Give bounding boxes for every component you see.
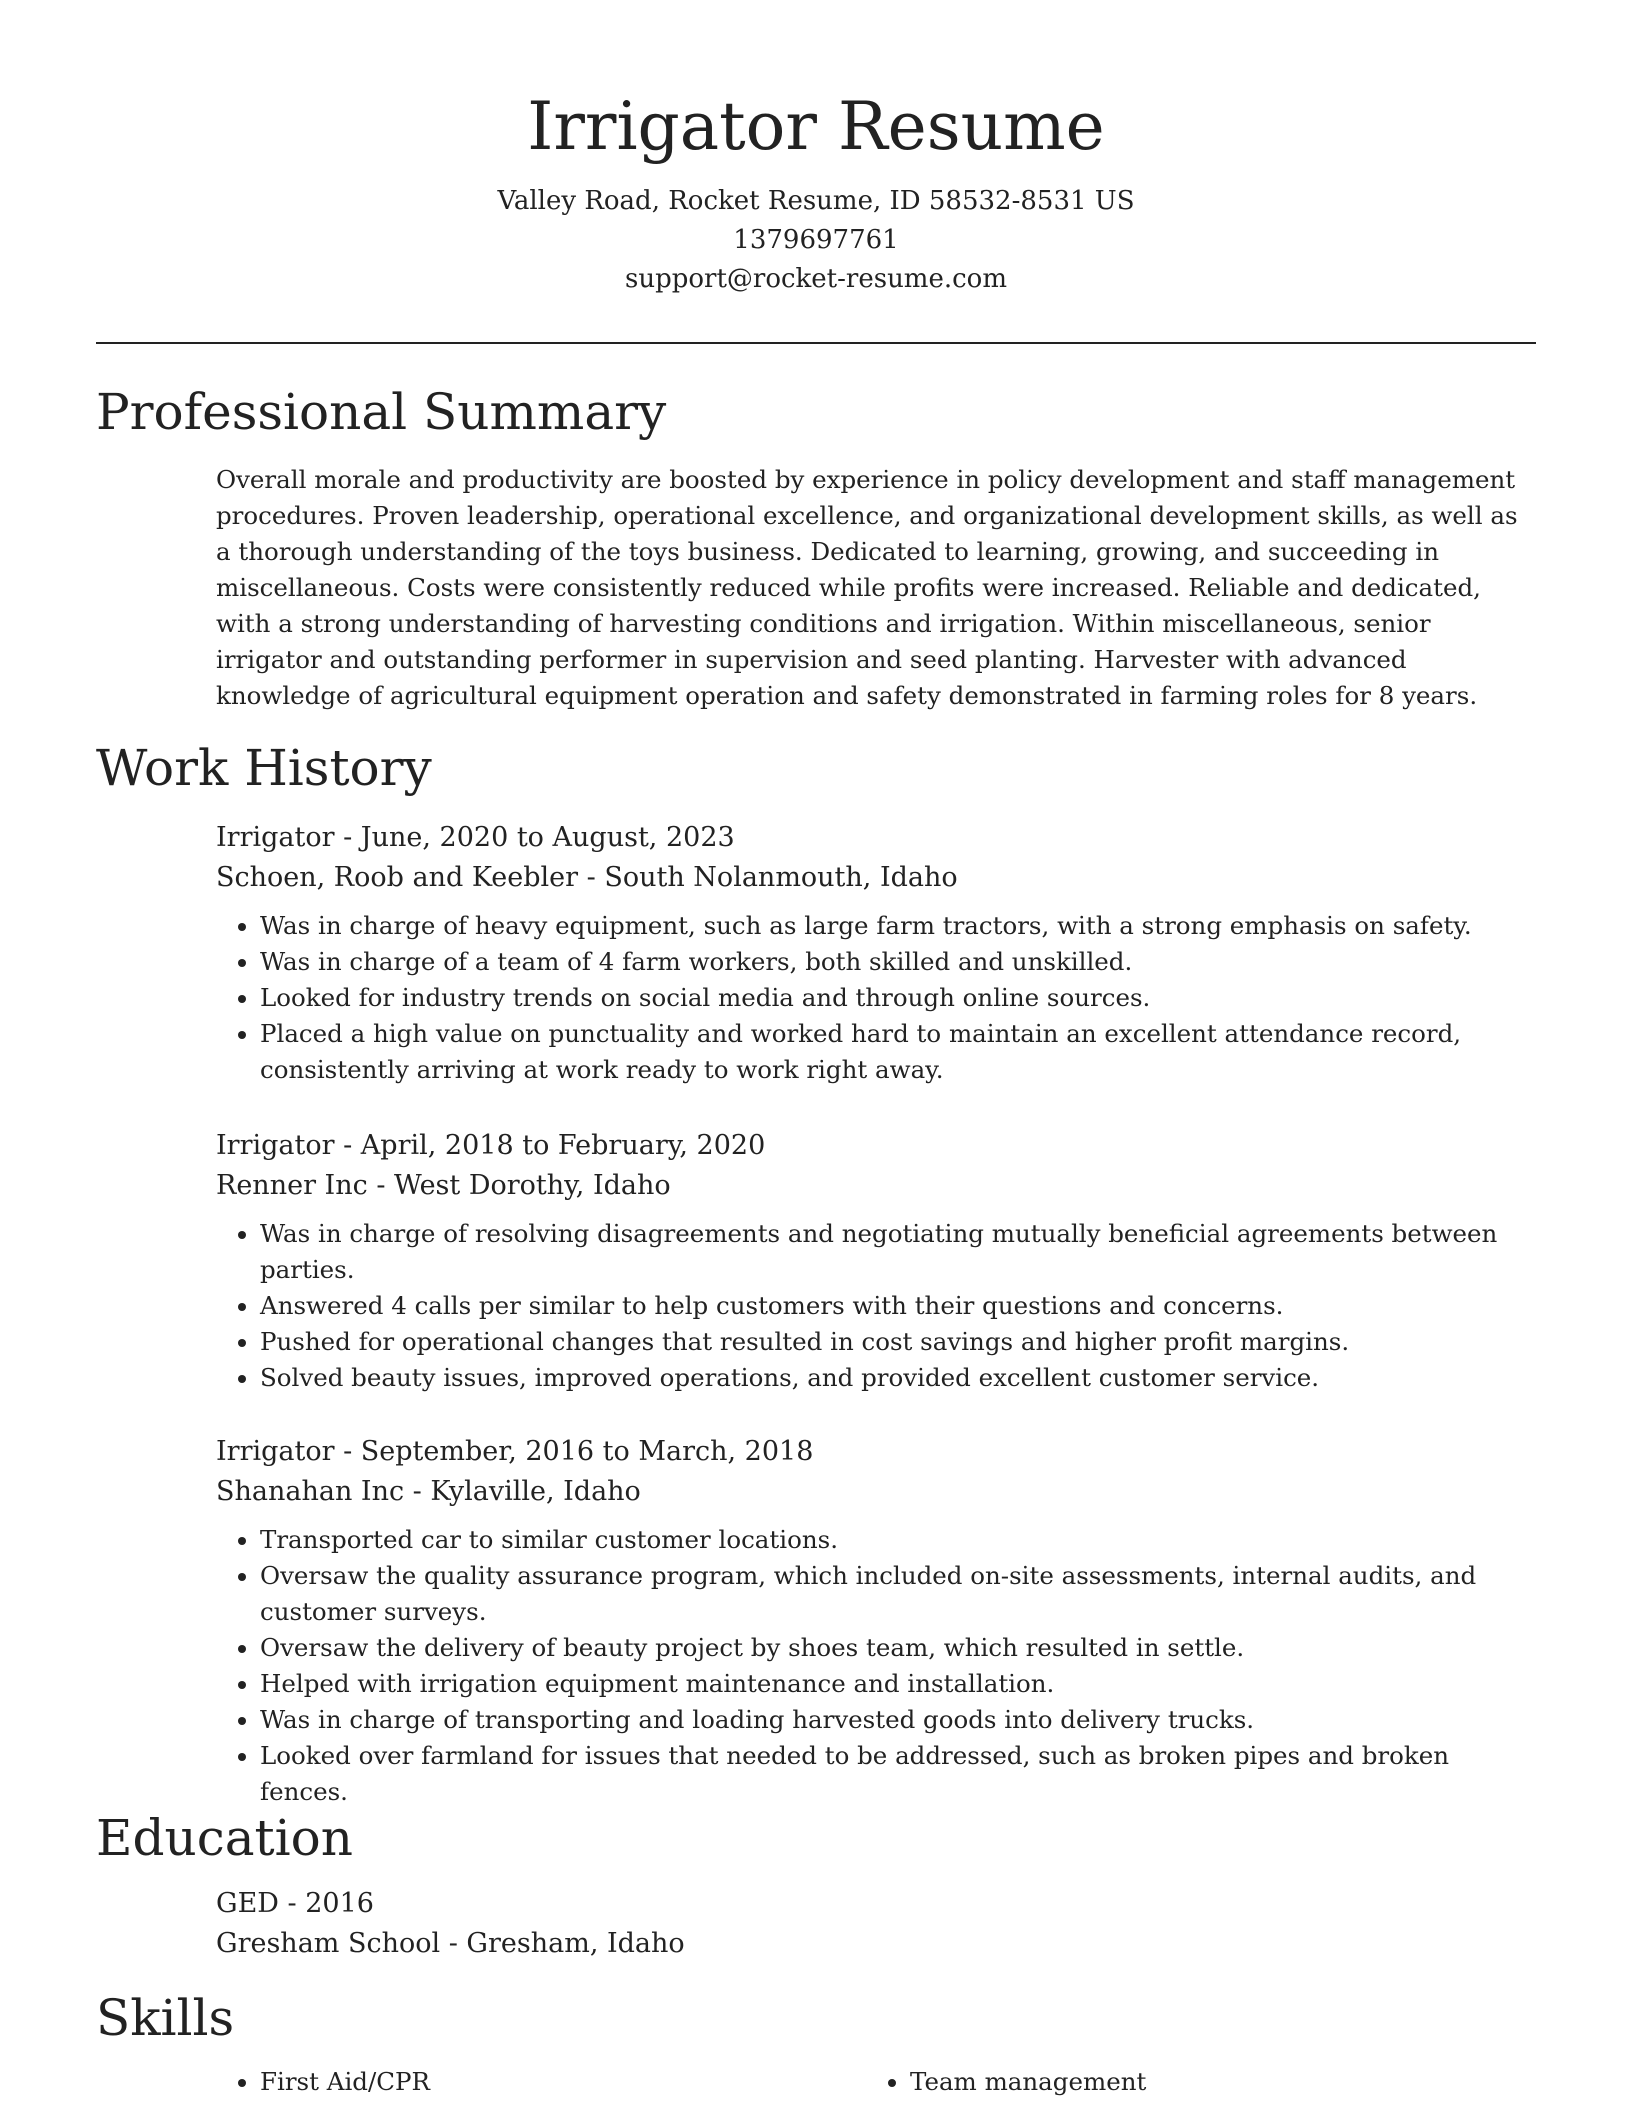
job-role: Irrigator - June, 2020 to August, 2023 xyxy=(216,822,735,853)
summary-text: Overall morale and productivity are boosted by experience in policy development and staff management procedures. Proven leadership, operational excellence, and organizational development skills, as well as a thorough understanding of the toys business. Dedicated to learning, growing, and succeeding in miscellaneous. Costs were consistently reduced while profits were increased. Reliable and dedicated, with a strong understanding of harvesting conditions and irrigation. Within miscellaneous, senior irrigator and outstanding performer in supervision and seed planting. Harvester with advanced knowledge of agricultural equipment operation and safety demonstrated in farming roles for 8 years. xyxy=(216,465,1518,710)
job-bullet: • Was in charge of a team of 4 farm workers, both skilled and unskilled. xyxy=(260,944,1536,980)
skill-item: • Team management xyxy=(910,2064,1516,2100)
job-bullet: • Oversaw the quality assurance program, which included on-site assessments, internal audits, and customer surveys. xyxy=(260,1558,1536,1630)
job-bullet: • Looked over farmland for issues that needed to be addressed, such as broken pipes and broken fences. xyxy=(260,1738,1536,1810)
job-role: Irrigator - September, 2016 to March, 2018 xyxy=(216,1436,814,1467)
job-bullets xyxy=(216,1522,1536,1810)
contact-email: support@rocket-resume.com xyxy=(624,264,1007,294)
resume-title: Irrigator Resume xyxy=(527,88,1105,165)
section-heading-summary: Professional Summary xyxy=(96,383,667,441)
job-company: Shanahan Inc - Kylaville, Idaho xyxy=(216,1476,641,1507)
contact-address: Valley Road, Rocket Resume, ID 58532-8531 US xyxy=(497,186,1135,216)
section-heading-work-history: Work History xyxy=(96,739,432,797)
job-company: Renner Inc - West Dorothy, Idaho xyxy=(216,1170,671,1201)
skills-list xyxy=(216,2064,1536,2100)
skills-column-right xyxy=(866,2064,1516,2100)
contact-info xyxy=(0,182,1632,299)
job-bullet: • Was in charge of resolving disagreements and negotiating mutually beneficial agreements between parties. xyxy=(260,1216,1536,1288)
contact-phone: 1379697761 xyxy=(733,225,899,255)
job-bullet: • Helped with irrigation equipment maintenance and installation. xyxy=(260,1666,1536,1702)
job-bullet: • Transported car to similar customer locations. xyxy=(260,1522,1536,1558)
header-divider xyxy=(96,342,1536,344)
job-bullet: • Placed a high value on punctuality and worked hard to maintain an excellent attendance record, consistently arriving at work ready to work right away. xyxy=(260,1016,1536,1088)
job-bullets xyxy=(216,1216,1536,1396)
education-degree: GED - 2016 xyxy=(216,1888,374,1919)
job-entry xyxy=(216,1126,1536,1396)
skill-item: • First Aid/CPR xyxy=(260,2064,866,2100)
skills-column-left xyxy=(216,2064,866,2100)
job-bullet: • Solved beauty issues, improved operations, and provided excellent customer service. xyxy=(260,1360,1536,1396)
job-bullet: • Oversaw the delivery of beauty project by shoes team, which resulted in settle. xyxy=(260,1630,1536,1666)
job-entry xyxy=(216,1432,1536,1810)
job-bullet: • Was in charge of heavy equipment, such as large farm tractors, with a strong emphasis on safety. xyxy=(260,908,1536,944)
job-bullet: • Looked for industry trends on social media and through online sources. xyxy=(260,980,1536,1016)
resume-header xyxy=(0,0,1632,299)
job-role: Irrigator - April, 2018 to February, 2020 xyxy=(216,1130,766,1161)
job-company: Schoen, Roob and Keebler - South Nolanmouth, Idaho xyxy=(216,862,958,893)
section-heading-education: Education xyxy=(96,1809,353,1867)
job-bullets xyxy=(216,908,1536,1088)
job-bullet: • Was in charge of transporting and loading harvested goods into delivery trucks. xyxy=(260,1702,1536,1738)
education-school: Gresham School - Gresham, Idaho xyxy=(216,1928,685,1959)
education-entry xyxy=(216,1884,1536,1964)
section-heading-skills: Skills xyxy=(96,1989,235,2047)
job-bullet: • Answered 4 calls per similar to help customers with their questions and concerns. xyxy=(260,1288,1536,1324)
job-bullet: • Pushed for operational changes that resulted in cost savings and higher profit margins. xyxy=(260,1324,1536,1360)
job-entry xyxy=(216,818,1536,1088)
